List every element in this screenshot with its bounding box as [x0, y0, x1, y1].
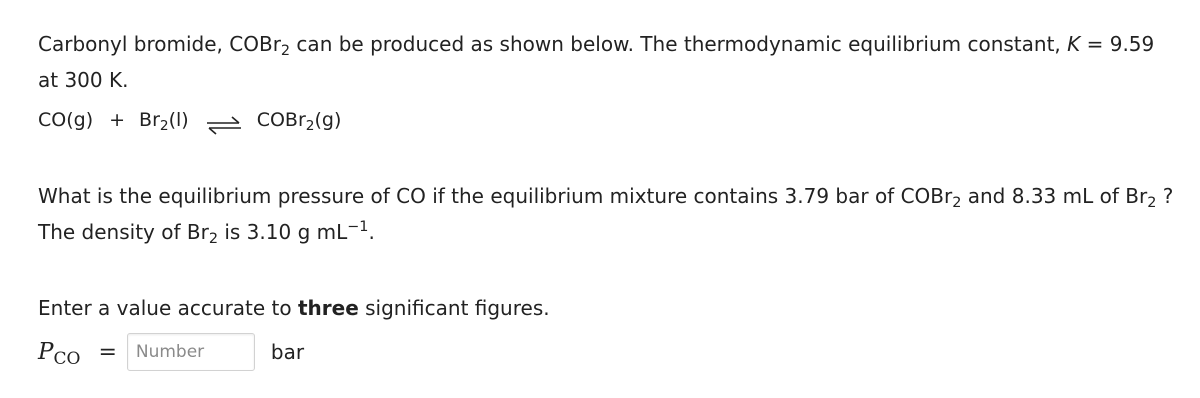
chemical-equation [38, 102, 1178, 138]
plus-sign: + [109, 109, 126, 131]
pressure-variable: $P_{CO}$ [38, 339, 81, 370]
equilibrium-arrow-icon [205, 111, 243, 131]
intro-text-2: can be produced as shown below. The thermodynamic equilibrium constant, [290, 32, 1068, 56]
k-symbol: K [1067, 32, 1081, 56]
intro-text-1: Carbonyl bromide, COBr [38, 32, 281, 56]
answer-number-input[interactable] [127, 333, 255, 371]
problem-question: What is the equilibrium pressure of CO if the equilibrium mixture contains 3.79 bar of COBr$_2$ and 8.33 mL of $Br_2$ ? The density of $Br_2$ is 3.10 g $mL^{-1}$. [38, 184, 1174, 248]
product-cobr2: COBr$_2$(g) [256, 109, 342, 134]
emphasis-three: three [297, 296, 359, 320]
intro-text-3: = 9.59 at 300 K. [38, 32, 1155, 92]
answer-row [38, 332, 1178, 372]
intro-subscript-1: 2 [280, 43, 291, 60]
answer-instruction: Enter a value accurate to three significant figures. [38, 296, 550, 320]
unit-label: bar [270, 340, 305, 364]
question-container [38, 26, 1178, 372]
reactant-br2: $Br_2(l)$ [139, 109, 189, 134]
reactant-co: CO(g) [38, 109, 94, 131]
equals-sign: = [98, 339, 117, 365]
problem-intro [38, 26, 1178, 98]
